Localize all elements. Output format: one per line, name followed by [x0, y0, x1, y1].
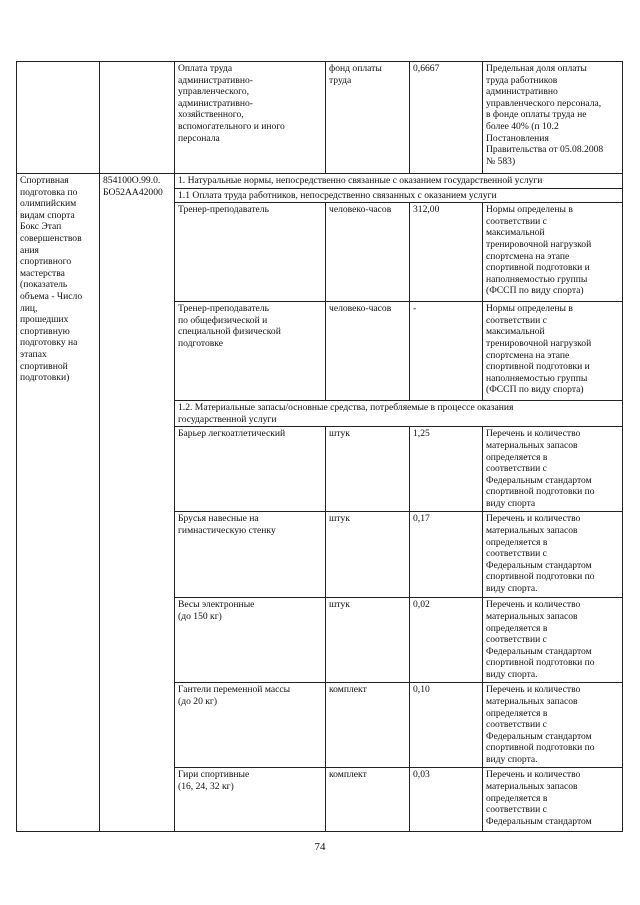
norms-table	[16, 61, 623, 832]
value-cell: 0,03	[410, 768, 483, 832]
unit-cell: фонд оплаты труда	[326, 62, 410, 174]
value-cell: 312,00	[410, 203, 483, 302]
note-cell: Перечень и количество материальных запасов определяется в соответствии с Федеральным стандартом	[483, 768, 623, 832]
unit-cell: штук	[326, 598, 410, 683]
note-cell: Предельная доля оплаты труда работников административно управленческого персонала, в фонде оплаты труда не более 40% (п 10.2 Постановления Правительства от 05.08.2008 № 583)	[483, 62, 623, 174]
unit-cell: человеко-часов	[326, 302, 410, 401]
norm-name-cell: Гири спортивные (16, 24, 32 кг)	[175, 768, 326, 832]
value-cell: 0,02	[410, 598, 483, 683]
note-cell: Перечень и количество материальных запасов определяется в соответствии с Федеральным стандартом спортивной подготовки по виду спорта.	[483, 683, 623, 768]
norm-name-cell: Тренер-преподаватель	[175, 203, 326, 302]
note-cell: Перечень и количество материальных запасов определяется в соответствии с Федеральным стандартом спортивной подготовки по виду спорта.	[483, 512, 623, 598]
norm-name-cell: Барьер легкоатлетический	[175, 427, 326, 512]
table-row	[17, 62, 623, 174]
service-description-cell: Спортивная подготовка по олимпийским видам спорта Бокс Этап совершенствов ания спортивного мастерства (показатель объема - Число лиц, прошедших спортивную подготовку на этапах спортивной подготовки)	[17, 174, 100, 832]
blank-cell	[100, 62, 175, 174]
note-cell: Нормы определены в соответствии с максимальной тренировочной нагрузкой спортсмена на этапе спортивной подготовки и наполняемостью группы (ФССП по виду спорта)	[483, 302, 623, 401]
value-cell: 0,6667	[410, 62, 483, 174]
unit-cell: комплект	[326, 683, 410, 768]
norm-name-cell: Весы электронные (до 150 кг)	[175, 598, 326, 683]
value-cell: 1,25	[410, 427, 483, 512]
value-cell: -	[410, 302, 483, 401]
blank-cell	[17, 62, 100, 174]
service-code-cell: 854100О.99.0. БО52АА42000	[100, 174, 175, 832]
note-cell: Перечень и количество материальных запасов определяется в соответствии с Федеральным стандартом спортивной подготовки по виду спорта.	[483, 598, 623, 683]
value-cell: 0,10	[410, 683, 483, 768]
value-cell: 0,17	[410, 512, 483, 598]
section-heading: 1. Натуральные нормы, непосредственно связанные с оказанием государственной услуги	[175, 174, 623, 189]
section-row	[17, 174, 623, 189]
norm-name-cell: Гантели переменной массы (до 20 кг)	[175, 683, 326, 768]
unit-cell: штук	[326, 427, 410, 512]
norm-name-cell: Тренер-преподаватель по общефизической и специальной физической подготовке	[175, 302, 326, 401]
norm-name-cell: Брусья навесные на гимнастическую стенку	[175, 512, 326, 598]
unit-cell: комплект	[326, 768, 410, 832]
note-cell: Перечень и количество материальных запасов определяется в соответствии с Федеральным стандартом спортивной подготовки по виду спорта	[483, 427, 623, 512]
page-number: 74	[314, 841, 326, 853]
subsection-heading: 1.1 Оплата труда работников, непосредственно связанных с оказанием услуги	[175, 188, 623, 203]
unit-cell: человеко-часов	[326, 203, 410, 302]
note-cell: Нормы определены в соответствии с максимальной тренировочной нагрузкой спортсмена на этапе спортивной подготовки и наполняемостью группы (ФССП по виду спорта)	[483, 203, 623, 302]
norm-name-cell: Оплата труда административно- управленческого, административно- хозяйственного, вспомогательного и иного персонала	[175, 62, 326, 174]
unit-cell: штук	[326, 512, 410, 598]
subsection-heading: 1.2. Материальные запасы/основные средства, потребляемые в процессе оказания государственной услуги	[175, 401, 623, 427]
